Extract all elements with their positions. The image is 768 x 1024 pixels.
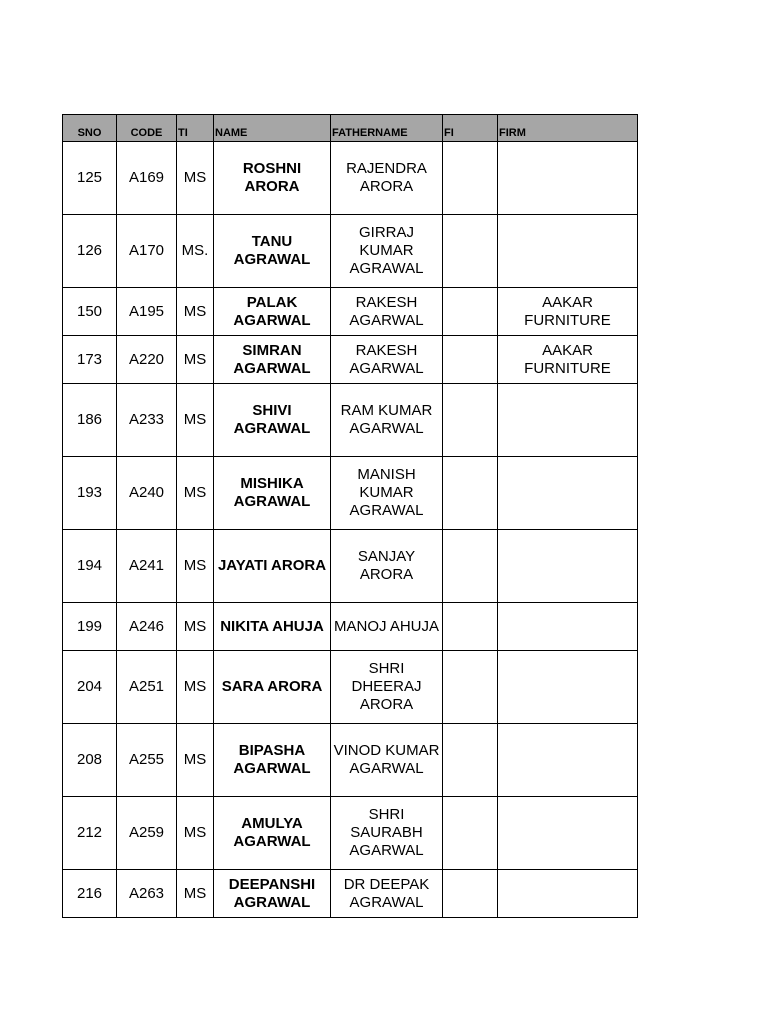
- table-row: [63, 603, 638, 651]
- cell-fi: [443, 870, 498, 918]
- cell-fi: [443, 797, 498, 870]
- cell-fi: [443, 142, 498, 215]
- cell-fi: [443, 215, 498, 288]
- cell-fi: [443, 384, 498, 457]
- cell-fi: [443, 603, 498, 651]
- cell-name: NIKITA AHUJA: [214, 603, 331, 651]
- cell-firm: [498, 870, 638, 918]
- cell-fi: [443, 288, 498, 336]
- cell-code: A241: [117, 530, 177, 603]
- table-row: [63, 530, 638, 603]
- header-sno: SNO: [63, 115, 117, 142]
- header-name: NAME: [214, 115, 331, 142]
- cell-code: A259: [117, 797, 177, 870]
- header-ti: TI: [177, 115, 214, 142]
- cell-ti: MS: [177, 457, 214, 530]
- cell-fathername: RAJENDRA ARORA: [331, 142, 443, 215]
- cell-sno: 126: [63, 215, 117, 288]
- cell-sno: 216: [63, 870, 117, 918]
- cell-sno: 173: [63, 336, 117, 384]
- cell-ti: MS: [177, 870, 214, 918]
- table-row: [63, 288, 638, 336]
- cell-sno: 212: [63, 797, 117, 870]
- cell-ti: MS: [177, 603, 214, 651]
- cell-code: A251: [117, 651, 177, 724]
- table-row: [63, 215, 638, 288]
- cell-firm: [498, 215, 638, 288]
- cell-name: SHIVI AGRAWAL: [214, 384, 331, 457]
- header-fi: FI: [443, 115, 498, 142]
- cell-ti: MS: [177, 797, 214, 870]
- cell-fi: [443, 457, 498, 530]
- cell-code: A195: [117, 288, 177, 336]
- cell-sno: 208: [63, 724, 117, 797]
- cell-fathername: MANISH KUMAR AGRAWAL: [331, 457, 443, 530]
- cell-fathername: RAKESH AGARWAL: [331, 336, 443, 384]
- cell-name: SARA ARORA: [214, 651, 331, 724]
- cell-ti: MS: [177, 142, 214, 215]
- cell-sno: 194: [63, 530, 117, 603]
- cell-fathername: VINOD KUMAR AGARWAL: [331, 724, 443, 797]
- header-code: CODE: [117, 115, 177, 142]
- cell-fi: [443, 651, 498, 724]
- cell-code: A233: [117, 384, 177, 457]
- table-row: [63, 336, 638, 384]
- cell-ti: MS: [177, 384, 214, 457]
- cell-firm: [498, 724, 638, 797]
- cell-fathername: MANOJ AHUJA: [331, 603, 443, 651]
- cell-code: A246: [117, 603, 177, 651]
- cell-sno: 186: [63, 384, 117, 457]
- cell-fi: [443, 530, 498, 603]
- cell-firm: [498, 651, 638, 724]
- cell-fathername: SHRI DHEERAJ ARORA: [331, 651, 443, 724]
- cell-name: MISHIKA AGRAWAL: [214, 457, 331, 530]
- cell-ti: MS: [177, 651, 214, 724]
- cell-fi: [443, 336, 498, 384]
- cell-ti: MS.: [177, 215, 214, 288]
- cell-code: A240: [117, 457, 177, 530]
- student-table: [62, 114, 638, 918]
- cell-name: AMULYA AGARWAL: [214, 797, 331, 870]
- table-row: [63, 724, 638, 797]
- cell-code: A255: [117, 724, 177, 797]
- cell-firm: [498, 457, 638, 530]
- table-row: [63, 870, 638, 918]
- header-fathername: FATHERNAME: [331, 115, 443, 142]
- cell-fathername: RAM KUMAR AGARWAL: [331, 384, 443, 457]
- cell-ti: MS: [177, 336, 214, 384]
- cell-name: JAYATI ARORA: [214, 530, 331, 603]
- cell-firm: [498, 603, 638, 651]
- cell-code: A263: [117, 870, 177, 918]
- table-row: [63, 457, 638, 530]
- table-row: [63, 384, 638, 457]
- cell-sno: 150: [63, 288, 117, 336]
- table-row: [63, 651, 638, 724]
- cell-name: BIPASHA AGARWAL: [214, 724, 331, 797]
- cell-firm: [498, 384, 638, 457]
- cell-fathername: DR DEEPAK AGRAWAL: [331, 870, 443, 918]
- cell-ti: MS: [177, 530, 214, 603]
- cell-fathername: GIRRAJ KUMAR AGRAWAL: [331, 215, 443, 288]
- cell-fathername: SHRI SAURABH AGARWAL: [331, 797, 443, 870]
- cell-firm: [498, 797, 638, 870]
- cell-fathername: RAKESH AGARWAL: [331, 288, 443, 336]
- header-firm: FIRM: [498, 115, 638, 142]
- cell-name: ROSHNI ARORA: [214, 142, 331, 215]
- cell-name: PALAK AGARWAL: [214, 288, 331, 336]
- cell-fathername: SANJAY ARORA: [331, 530, 443, 603]
- cell-name: DEEPANSHI AGRAWAL: [214, 870, 331, 918]
- cell-name: SIMRAN AGARWAL: [214, 336, 331, 384]
- cell-ti: MS: [177, 288, 214, 336]
- table-row: [63, 142, 638, 215]
- cell-sno: 204: [63, 651, 117, 724]
- cell-firm: AAKAR FURNITURE: [498, 336, 638, 384]
- cell-code: A220: [117, 336, 177, 384]
- cell-code: A169: [117, 142, 177, 215]
- cell-sno: 125: [63, 142, 117, 215]
- cell-name: TANU AGRAWAL: [214, 215, 331, 288]
- cell-sno: 193: [63, 457, 117, 530]
- cell-firm: AAKAR FURNITURE: [498, 288, 638, 336]
- cell-code: A170: [117, 215, 177, 288]
- cell-firm: [498, 530, 638, 603]
- table-row: [63, 797, 638, 870]
- cell-ti: MS: [177, 724, 214, 797]
- cell-sno: 199: [63, 603, 117, 651]
- cell-fi: [443, 724, 498, 797]
- header-row: [63, 115, 638, 142]
- cell-firm: [498, 142, 638, 215]
